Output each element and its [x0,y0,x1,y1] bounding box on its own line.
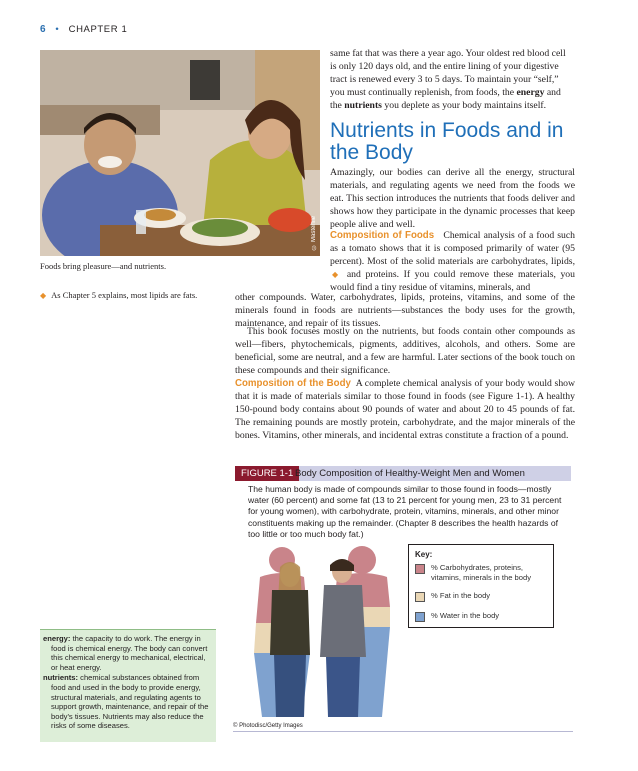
composition-foods-paragraph: Composition of Foods Chemical analysis of a food such as a tomato shows that it is composed primarily of water (95 percent). Most of the solid materials are carbohydrates, lipids, ◆ and proteins. If you could remove these materials, you would find a tiny residue of vitamins, minerals, and [330,230,576,293]
glossary-term: nutrients: [43,673,79,683]
section-heading: Nutrients in Foods and in the Body [330,119,564,164]
key-title: Key: [415,550,433,559]
figure-credit: © Photodisc/Getty Images [233,723,303,729]
section-intro: Amazingly, our bodies can derive all the energy, structural materials, and regulating agents we need from the foods we eat. This section introduces the nutrients that foods deliver and shows how they participate in the dynamic processes that keep people alive and well. [330,167,575,230]
photo-credit: © Masterfile [311,216,317,250]
figure-body-composition-image [232,545,412,725]
body-silhouette-illustration [232,545,412,725]
margin-note-text: As Chapter 5 explains, most lipids are fats. [51,290,198,300]
figure-rule [233,731,573,732]
margin-note [40,290,220,300]
running-header [40,24,127,35]
figure-key [408,544,554,628]
figure-label: FIGURE 1-1 [235,466,299,481]
figure-caption: The human body is made of compounds similar to those found in foods—mostly water (60 percent) and some fat (13 to 21 percent for young men, 23 to 31 percent for young women), with carbohydrate, protein, vitamins, minerals, and other minor constituents making up the remainder. (Chapter 8 describes the health hazards of too little or too much body fat.) [248,484,562,539]
swatch-icon [415,612,425,622]
composition-body-paragraph: Composition of the Body A complete chemical analysis of your body would show that it is made of materials similar to those found in foods (see Figure 1-1). A healthy 150-pound body contains about 90 pounds of water and about 20 to 45 pounds of fat. The remaining pounds are mostly protein, carbohydrate, and the major minerals of the bones. Vitamins, other minerals, and incidental extras constitute a fraction of a pound. [235,378,575,441]
glossary-entry [43,673,214,731]
term-nutrients: nutrients [344,100,382,111]
intro-line: the nutrients you deplete as your body maintains itself. [330,100,547,111]
swatch-icon [415,592,425,602]
intro-line: is only 120 days old, and the entire lining of your digestive [330,61,559,72]
diamond-icon: ◆ [40,291,47,300]
runhead-composition-body: Composition of the Body [235,378,351,389]
swatch-icon [415,564,425,574]
glossary-term: energy: [43,634,71,643]
glossary-definition: the capacity to do work. The energy in food is chemical energy. The body can convert this chemical energy to mechanical, electrical, or heat energy. [51,634,208,672]
photo-caption: Foods bring pleasure—and nutrients. [40,261,167,271]
key-item-fat: % Fat in the body [415,591,549,603]
page-number: 6 [40,24,47,35]
runhead-composition-foods: Composition of Foods [330,230,435,241]
glossary-entry [43,634,214,672]
key-item-carbohydrates: % Carbohydrates, proteins, vitamins, minerals in the body [415,563,549,585]
diamond-icon: ◆ [332,270,341,279]
composition-foods-continued: other compounds. Water, carbohydrates, lipids, proteins, vitamins, and some of the minerals found in foods are nutrients—substances the body uses for the growth, maintenance, and repair of its tissues. [235,292,575,329]
intro-line: tract is renewed every 3 to 5 days. To maintain your “self,” [330,74,559,85]
photo-illustration [40,50,320,256]
intro-line: same fat that was there a year ago. Your oldest red blood cell [330,48,566,59]
intro-paragraph [330,47,575,112]
figure-title-bar [235,466,571,481]
intro-line: you must continually replenish, from foods, the energy and [330,87,561,98]
key-item-water: % Water in the body [415,611,549,623]
photo-couple-eating [40,50,320,256]
figure-title: Body Composition of Healthy-Weight Men and Women [295,468,525,479]
term-energy: energy [516,87,545,98]
glossary-box [40,630,216,742]
bullet-icon: • [55,24,60,35]
chapter-label: CHAPTER 1 [68,24,128,35]
glossary-definition: chemical substances obtained from food and used in the body to provide energy, structural materials, and regulating agents to support growth, maintenance, and repair of the body's tissues. Nutrients may also reduce the risks of some diseases. [51,673,209,731]
focus-paragraph: This book focuses mostly on the nutrients, but foods contain other compounds as well—fibers, phytochemicals, pigments, additives, alcohols, and others. Some are beneficial, some are neutral, and a few are harmful. Later sections of the book touch on these compounds and their significance. [235,326,575,376]
